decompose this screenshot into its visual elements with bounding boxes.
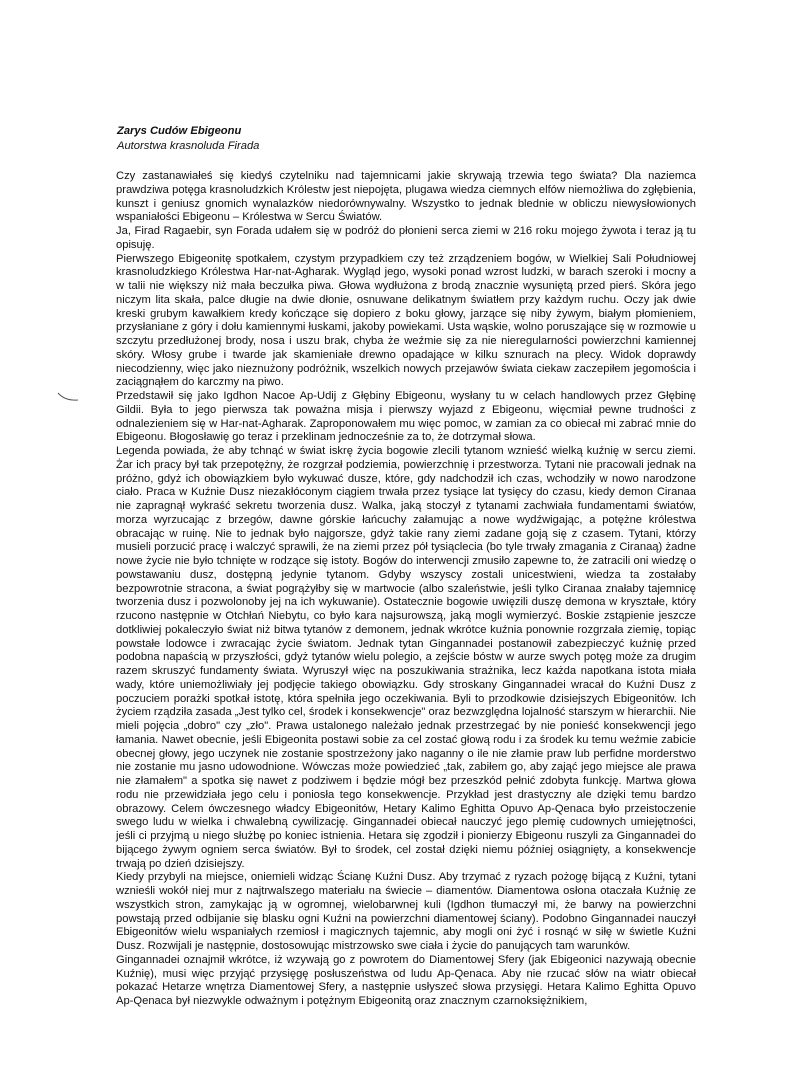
paragraph-author: Ja, Firad Ragaebir, syn Forada udałem się w podróż do płonieni serca ziemi w 216 roku mojego żywota i teraz ją tu opisuję. — [116, 225, 696, 251]
paragraph-first-meeting: Pierwszego Ebigeonitę spotkałem, czystym przypadkiem czy też zrządzeniem bogów, w Wielkiej Sali Południowej krasnoludzkiego Królestwa Har-nat-Agharak. Wygląd jego, wysoki ponad wzrost ludzki, w barach szeroki i mocny a w talii nie większy niż mała beczułka piwa. Głowa wydłużona z brodą znacznie wysuniętą przed pierś. Skóra jego niczym lita skała, palce długie na dwie dłonie, osnuwane delikatnym światłem przy każdym ruchu. Oczy jak dwie kreski grubym kawałkiem kredy kończące się dopiero z boku głowy, jarzące się niby żywym, białym płomieniem, przysłaniane z góry i dołu kamiennymi łuskami, jakoby powiekami. Usta wąskie, wolno poruszające się w rozmowie u szczytu przedłużonej brody, nosa i uszu brak, chyba że weźmie się za nie nieregularności powierzchni kamiennej skóry. Włosy grube i twarde jak skamieniałe drewno opadające w kilku sznurach na plecy. Widok doprawdy niecodzienny, więc jako nieznużony podróżnik, wszelkich nowych przejawów świata ciekaw zaczepiłem jegomościa i zaciągnąłem do karczmy na piwo. — [116, 252, 696, 389]
document-subtitle: Autorstwa krasnoluda Firada — [117, 140, 260, 152]
document-body — [116, 170, 696, 1009]
paragraph-oath: Gingannadei oznajmił wkrótce, iż wzywają go z powrotem do Diamentowej Sfery (jak Ebigeonici nazywają obecnie Kuźnię), musi więc przyjąć przysięgę posłuszeństwa od ludu Ap-Qenaca. Aby nie rzucać słów na wiatr obiecał pokazać Hetarze wnętrza Diamentowej Sfery, a następnie usłyszeć słowa przysięgi. Hetara Kalimo Eghitta Opuvo Ap-Qenaca był niezwykle odważnym i potężnym Ebigeonitą oraz znacznym czarnoksiężnikiem, — [116, 953, 696, 1007]
margin-pencil-mark — [57, 392, 79, 402]
paragraph-intro: Czy zastanawiałeś się kiedyś czytelniku nad tajemnicami jakie skrywają trzewia tego świata? Dla naziemca prawdziwa potęga krasnoludzkich Królestw jest niepojęta, plugawa wiedza ciemnych elfów niemożliwa do zgłębienia, kunszt i geniusz gnomich wynalazków niedorównywalny. Wszystko to jednak blednie w obliczu niewysłowionych wspaniałości Ebigeonu – Królestwa w Sercu Światów. — [116, 170, 696, 224]
paragraph-legend: Legenda powiada, że aby tchnąć w świat iskrę życia bogowie zlecili tytanom wznieść wielką kuźnię w sercu ziemi. Żar ich pracy był tak przepotężny, że rozgrzał podziemia, powierzchnię i przestworza. Tytani nie pracowali jednak na próżno, gdyż ich obowiązkiem było wykuwać dusze, które, gdy nadchodził ich czas, wchodziły w nowo narodzone ciało. Praca w Kuźnie Dusz niezakłóconym ciągiem trwała przez tysiące lat tysięcy do czasu, kiedy demon Ciranaa nie zapragnął wykraść sekretu tworzenia dusz. Walka, jaką stoczył z tytanami zachwiała fundamentami światów, morza wyrzucając z brzegów, dawne górskie łańcuchy załamując a nowe wydźwigając, a potężne królestwa obracając w ruinę. Nie to jednak było najgorsze, gdyż takie rany ziemi zadane goją się z czasem. Tytani, którzy musieli porzucić pracę i walczyć sprawili, że na ziemi przez pół tysiąclecia (bo tyle trwały zmagania z Ciranaą) żadne nowe życie nie było tchnięte w rodzące się istoty. Bogów do interwencji zmusiło zapewne to, że zatracili oni wiedzę o powstawaniu dusz, dostępną jedynie tytanom. Gdyby wszyscy zostali unicestwieni, wiedza ta zostałaby bezpowrotnie stracona, a świat pogrążyłby się w martwocie (albo szaleństwie, jeśli tylko Ciranaa znałaby tajemnicę tworzenia dusz i pozwolonoby jej na ich wykuwanie). Ostatecznie bogowie uwięzili duszę demona w kryształe, który rzucono następnie w Otchłań Niebytu, co było kara najsurowszą, jaką mogli wymierzyć. Boskie zstąpienie jeszcze dotkliwiej pokaleczyło świat niż bitwa tytanów z demonem, jednak wkrótce kuźnia ponownie rozgrzała ziemię, topiąc powstałe lodowce i zwracając życie światom. Jednak tytan Gingannadei postanowił zabezpieczyć kuźnię przed podobna napaścią w przyszłości, gdyż tytanów wielu polegio, a zejście bóstw w aurze swych potęg może za drugim razem skruszyć fundamenty świata. Wyruszył więc na poszukiwania strażnika, lecz każda napotkana istota miała wady, które uniemożliwiały jej podjęcie takiego obowiązku. Gdy stroskany Gingannadei wracał do Kuźni Dusz z poczuciem porażki spotkał istotę, która spełniła jego oczekiwania. Byli to przodkowie dzisiejszych Ebigeonitów. Ich życiem rządziła zasada „Jest tylko cel, środek i konsekwencje" oraz bezwzględna lojalność starszym w hierarchii. Nie mieli pojęcia „dobro" czy „zło". Prawa ustalonego należało jednak przestrzegać by nie ponieść konsekwencji jego łamania. Nawet obecnie, jeśli Ebigeonita postawi sobie za cel zostać głową rodu i za środek ku temu weźmie zabicie obecnej głowy, jego uczynek nie zostanie spostrzeżony jako naganny o ile nie złamie praw lub perfidne morderstwo nie zostanie mu jasno udowodnione. Wówczas może powiedzieć „tak, zabiłem go, aby zająć jego miejsce ale prawa nie złamałem" a spotka się nawet z podziwem i będzie mógł bez przeszkód pełnić zdobyta funkcję. Martwa głowa rodu nie przewidziała jego celu i poniosła tego konsekwencje. Przykład jest drastyczny ale dzięki temu bardzo obrazowy. Celem ówczesnego władcy Ebigeonitów, Hetary Kalimo Eghitta Opuvo Ap-Qenaca było przeistoczenie swego ludu w wielka i chwalebną cywilizację. Gingannadei obiecał nauczyć jego plemię cudownych umiejętności, jeśli ci przyjmą u niego służbę po koniec istnienia. Hetara się zgodził i pionierzy Ebigeonu ruszyli za Gingannadei do bijącego żywym ogniem serca światów. Był to środek, cel został dzięki niemu później osiągnięty, a konsekwencje trwają po dzień dzisiejszy. — [116, 445, 696, 870]
document-header — [117, 124, 259, 154]
document-title: Zarys Cudów Ebigeonu — [117, 125, 242, 137]
paragraph-diamond-wall: Kiedy przybyli na miejsce, oniemieli widząc Ścianę Kuźni Dusz. Aby trzymać z ryzach pożogę bijącą z Kuźni, tytani wznieśli wokół niej mur z najtrwalszego materiału na świecie – diamentów. Diamentowa osłona otaczała Kuźnię ze wszystkich stron, zamykając ją w ogromnej, wielobarwnej kuli (Igdhon tłumaczył mi, że barwy na powierzchni powstają przed odbijanie się blasku ogni Kuźni na powierzchni diamentowej ściany). Podobno Gingannadei nauczył Ebigeonitów wielu wspaniałych rzemiosł i magicznych tajemnic, aby mogli oni żyć i rosnąć w siłę w świetle Kuźni Dusz. Rozwijali je następnie, dostosowując mistrzowsko swe ciała i życie do panujących tam warunków. — [116, 871, 696, 952]
paragraph-igdhon: Przedstawił się jako Igdhon Nacoe Ap-Udij z Głębiny Ebigeonu, wysłany tu w celach handlowych przez Głębinę Gildii. Była to jego pierwsza tak poważna misja i pierwszy wyjazd z Ebigeonu, więcmiał pewne trudności z odnalezieniem się w Har-nat-Agharak. Zaproponowałem mu więc pomoc, w zamian za co obiecał mi zabrać mnie do Ebigeonu. Błogosławię go teraz i przeklinam jednocześnie za to, że dotrzymał słowa. — [116, 390, 696, 444]
